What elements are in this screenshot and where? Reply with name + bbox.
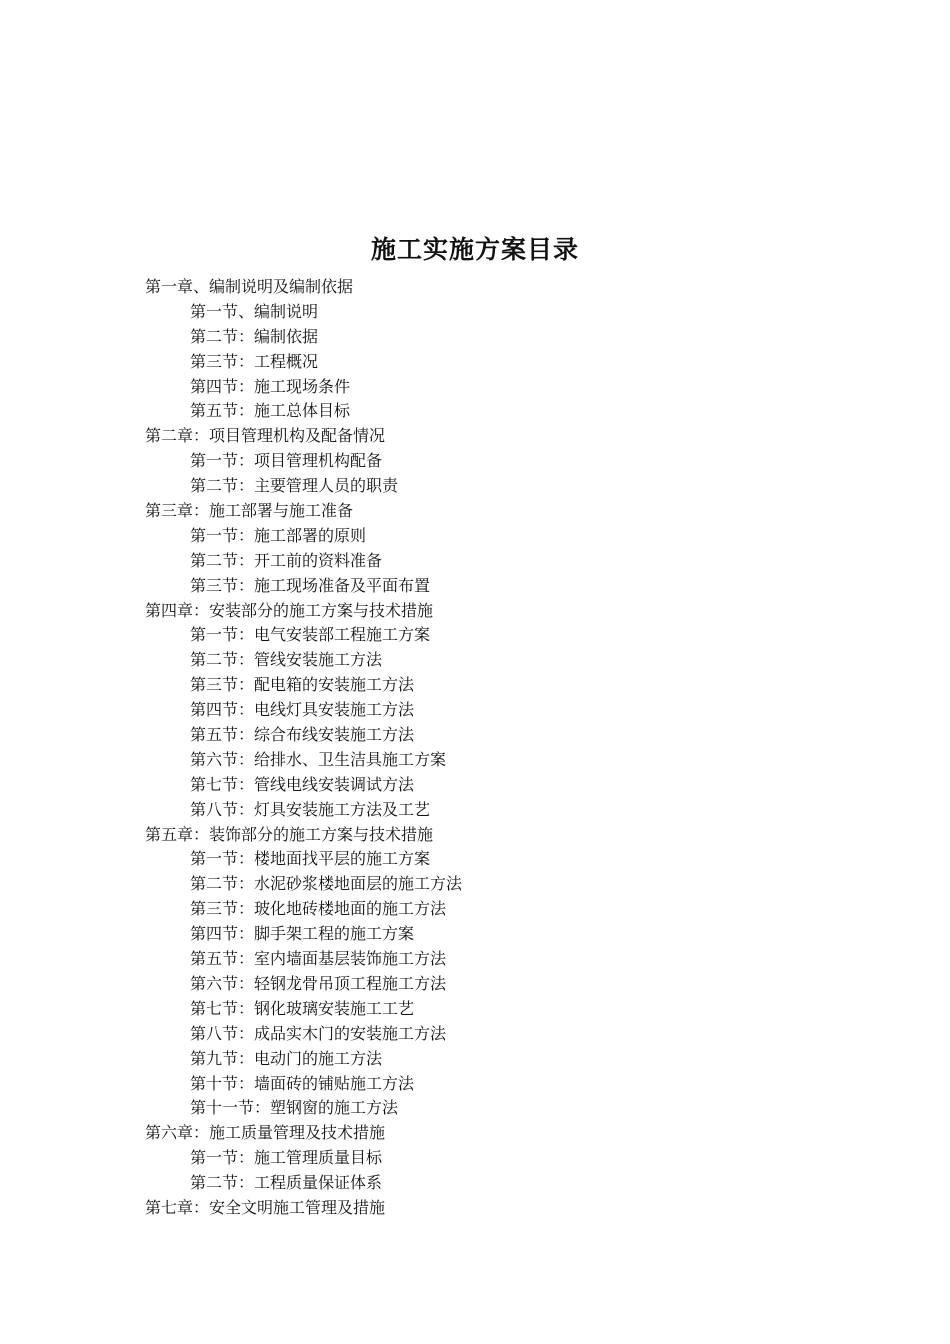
toc-section-4-3: 第三节：配电箱的安装施工方法 (190, 675, 415, 695)
toc-section-1-2: 第二节：编制依据 (190, 326, 319, 346)
toc-section-5-1: 第一节：楼地面找平层的施工方案 (190, 849, 431, 869)
toc-section-4-7: 第七节：管线电线安装调试方法 (190, 774, 415, 794)
toc-section-1-3: 第三节：工程概况 (190, 351, 319, 371)
toc-section-4-2: 第二节：管线安装施工方法 (190, 650, 383, 670)
toc-section-3-1: 第一节：施工部署的原则 (190, 525, 367, 545)
toc-chapter-3: 第三章：施工部署与施工准备 (145, 501, 354, 521)
toc-section-5-8: 第八节：成品实木门的安装施工方法 (190, 1023, 447, 1043)
toc-section-1-1: 第一节、编制说明 (190, 301, 319, 321)
toc-section-5-10: 第十节：墙面砖的铺贴施工方法 (190, 1073, 415, 1093)
toc-chapter-6: 第六章：施工质量管理及技术措施 (145, 1123, 386, 1143)
toc-section-5-5: 第五节：室内墙面基层装饰施工方法 (190, 949, 447, 969)
toc-section-4-1: 第一节：电气安装部工程施工方案 (190, 625, 431, 645)
toc-section-4-5: 第五节：综合布线安装施工方法 (190, 725, 415, 745)
toc-section-1-4: 第四节：施工现场条件 (190, 376, 351, 396)
toc-section-5-7: 第七节：钢化玻璃安装施工工艺 (190, 998, 415, 1018)
toc-section-2-2: 第二节：主要管理人员的职责 (190, 476, 399, 496)
toc-chapter-1: 第一章、编制说明及编制依据 (145, 277, 354, 296)
toc-chapter-7: 第七章：安全文明施工管理及措施 (145, 1197, 386, 1217)
toc-section-5-3: 第三节：玻化地砖楼地面的施工方法 (190, 899, 447, 919)
toc-chapter-4: 第四章：安装部分的施工方案与技术措施 (145, 600, 434, 620)
toc-section-4-8: 第八节：灯具安装施工方法及工艺 (190, 799, 431, 819)
table-of-contents (145, 275, 845, 1221)
toc-section-6-2: 第二节：工程质量保证体系 (190, 1173, 383, 1193)
toc-section-5-2: 第二节：水泥砂浆楼地面层的施工方法 (190, 874, 463, 894)
toc-chapter-2: 第二章：项目管理机构及配备情况 (145, 426, 386, 446)
toc-section-3-2: 第二节：开工前的资料准备 (190, 550, 383, 570)
toc-section-4-6: 第六节：给排水、卫生洁具施工方案 (190, 749, 447, 769)
toc-section-5-11: 第十一节：塑钢窗的施工方法 (190, 1098, 399, 1118)
toc-section-3-3: 第三节：施工现场准备及平面布置 (190, 575, 431, 595)
toc-section-4-4: 第四节：电线灯具安装施工方法 (190, 700, 415, 720)
toc-section-5-4: 第四节：脚手架工程的施工方案 (190, 924, 415, 944)
toc-section-6-1: 第一节：施工管理质量目标 (190, 1148, 383, 1168)
document-title: 施工实施方案目录 (370, 235, 579, 264)
toc-section-2-1: 第一节：项目管理机构配备 (190, 451, 383, 471)
toc-section-1-5: 第五节：施工总体目标 (190, 401, 351, 421)
toc-chapter-5: 第五章：装饰部分的施工方案与技术措施 (145, 824, 434, 844)
toc-section-5-9: 第九节：电动门的施工方法 (190, 1048, 383, 1068)
toc-section-5-6: 第六节：轻钢龙骨吊顶工程施工方法 (190, 973, 447, 993)
